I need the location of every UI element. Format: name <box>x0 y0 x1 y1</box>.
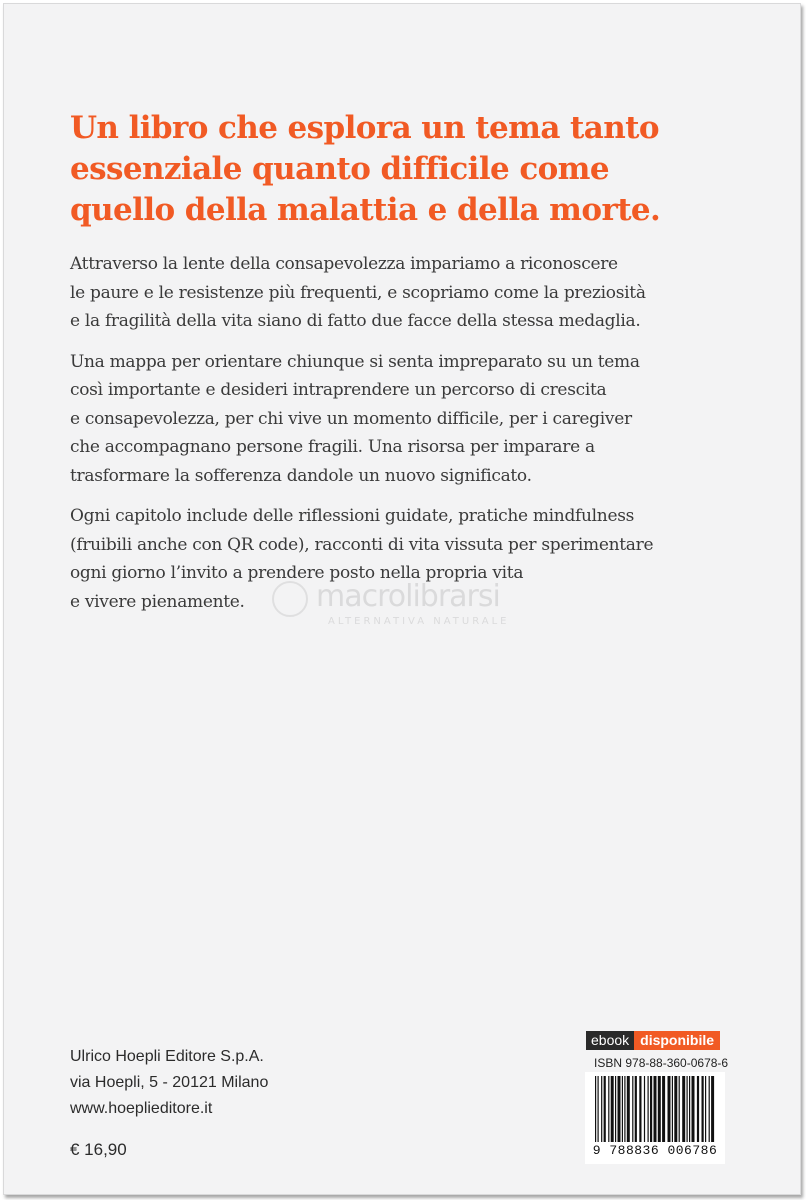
text-line: ogni giorno l’invito a prendere posto nella propria vita <box>70 563 524 583</box>
watermark-name: macrolibrarsi <box>316 579 500 614</box>
headline-line: Un libro che esplora un tema tanto <box>70 110 659 146</box>
barcode-bar <box>697 1076 699 1142</box>
isbn-label: ISBN 978-88-360-0678-6 <box>594 1056 729 1070</box>
barcode <box>585 1072 725 1164</box>
blurb <box>70 250 760 628</box>
barcode-bar <box>624 1076 625 1142</box>
barcode-bar <box>615 1076 616 1142</box>
barcode-bar <box>604 1076 606 1142</box>
barcode-bar <box>648 1076 649 1142</box>
blurb-paragraph <box>70 250 760 336</box>
barcode-bar <box>668 1076 671 1142</box>
barcode-bar <box>654 1076 657 1142</box>
watermark-logo-icon <box>272 581 308 617</box>
ebook-badge-label: ebook <box>586 1031 634 1050</box>
barcode-bar <box>692 1076 695 1142</box>
barcode-bar <box>595 1076 596 1142</box>
barcode-bar <box>702 1076 704 1142</box>
blurb-paragraph <box>70 348 760 491</box>
publisher-website: www.hoeplieditore.it <box>70 1100 213 1117</box>
headline-line: essenziale quanto difficile come <box>70 151 609 187</box>
back-cover <box>3 3 801 1195</box>
barcode-bar <box>709 1076 710 1142</box>
text-line: così importante e desideri intraprendere un percorso di crescita <box>70 380 607 400</box>
barcode-number: 9 788836 006786 <box>592 1143 718 1158</box>
ebook-badge <box>586 1031 720 1050</box>
text-line: e consapevolezza, per chi vive un momento difficile, per i caregiver <box>70 408 632 429</box>
text-line: Una mappa per orientare chiunque si senta impreparato su un tema <box>70 351 640 372</box>
watermark <box>272 579 572 639</box>
barcode-bar <box>627 1076 630 1142</box>
text-line: Attraverso la lente della consapevolezza impariamo a riconoscere <box>70 254 618 274</box>
barcode-bar <box>687 1076 688 1142</box>
barcode-bar <box>689 1076 690 1142</box>
barcode-bar <box>682 1076 685 1142</box>
headline <box>70 108 760 231</box>
barcode-bar <box>635 1076 637 1142</box>
barcode-bar <box>662 1076 665 1142</box>
barcode-bar <box>611 1076 614 1142</box>
barcode-bar <box>622 1076 623 1142</box>
watermark-tagline: ALTERNATIVA NATURALE <box>328 616 510 627</box>
text-line: che accompagnano persone fragili. Una risorsa per imparare a <box>70 437 595 457</box>
headline-line: quello della malattia e della morte. <box>70 192 661 228</box>
barcode-bar <box>601 1076 602 1142</box>
barcode-bar <box>705 1076 706 1142</box>
barcode-bar <box>632 1076 633 1142</box>
barcode-bar <box>644 1076 645 1142</box>
barcode-bar <box>672 1076 673 1142</box>
barcode-bar <box>650 1076 652 1142</box>
publisher-info <box>70 1044 268 1122</box>
barcode-bar <box>608 1076 609 1142</box>
text-line: e la fragilità della vita siano di fatto due facce della stessa medaglia. <box>70 311 641 331</box>
barcode-bar <box>598 1076 599 1142</box>
publisher-address: via Hoepli, 5 - 20121 Milano <box>70 1074 269 1091</box>
text-line: le paure e le resistenze più frequenti, e scopriamo come la preziosità <box>70 282 646 303</box>
text-line: e vivere pienamente. <box>70 591 245 612</box>
text-line: Ogni capitolo include delle riflessioni guidate, pratiche mindfulness <box>70 506 635 526</box>
barcode-bar <box>679 1076 680 1142</box>
publisher-name: Ulrico Hoepli Editore S.p.A. <box>70 1048 264 1065</box>
barcode-bar <box>711 1076 714 1142</box>
barcode-bar <box>639 1076 641 1142</box>
price: € 16,90 <box>70 1140 127 1159</box>
ebook-badge-status: disponibile <box>634 1031 720 1050</box>
text-line: (fruibili anche con QR code), racconti di vita vissuta per sperimentare <box>70 534 654 555</box>
barcode-bars <box>593 1076 717 1142</box>
barcode-bar <box>674 1076 677 1142</box>
barcode-bar <box>658 1076 661 1142</box>
barcode-bar <box>618 1076 621 1142</box>
text-line: trasformare la sofferenza dandole un nuovo significato. <box>70 465 532 486</box>
